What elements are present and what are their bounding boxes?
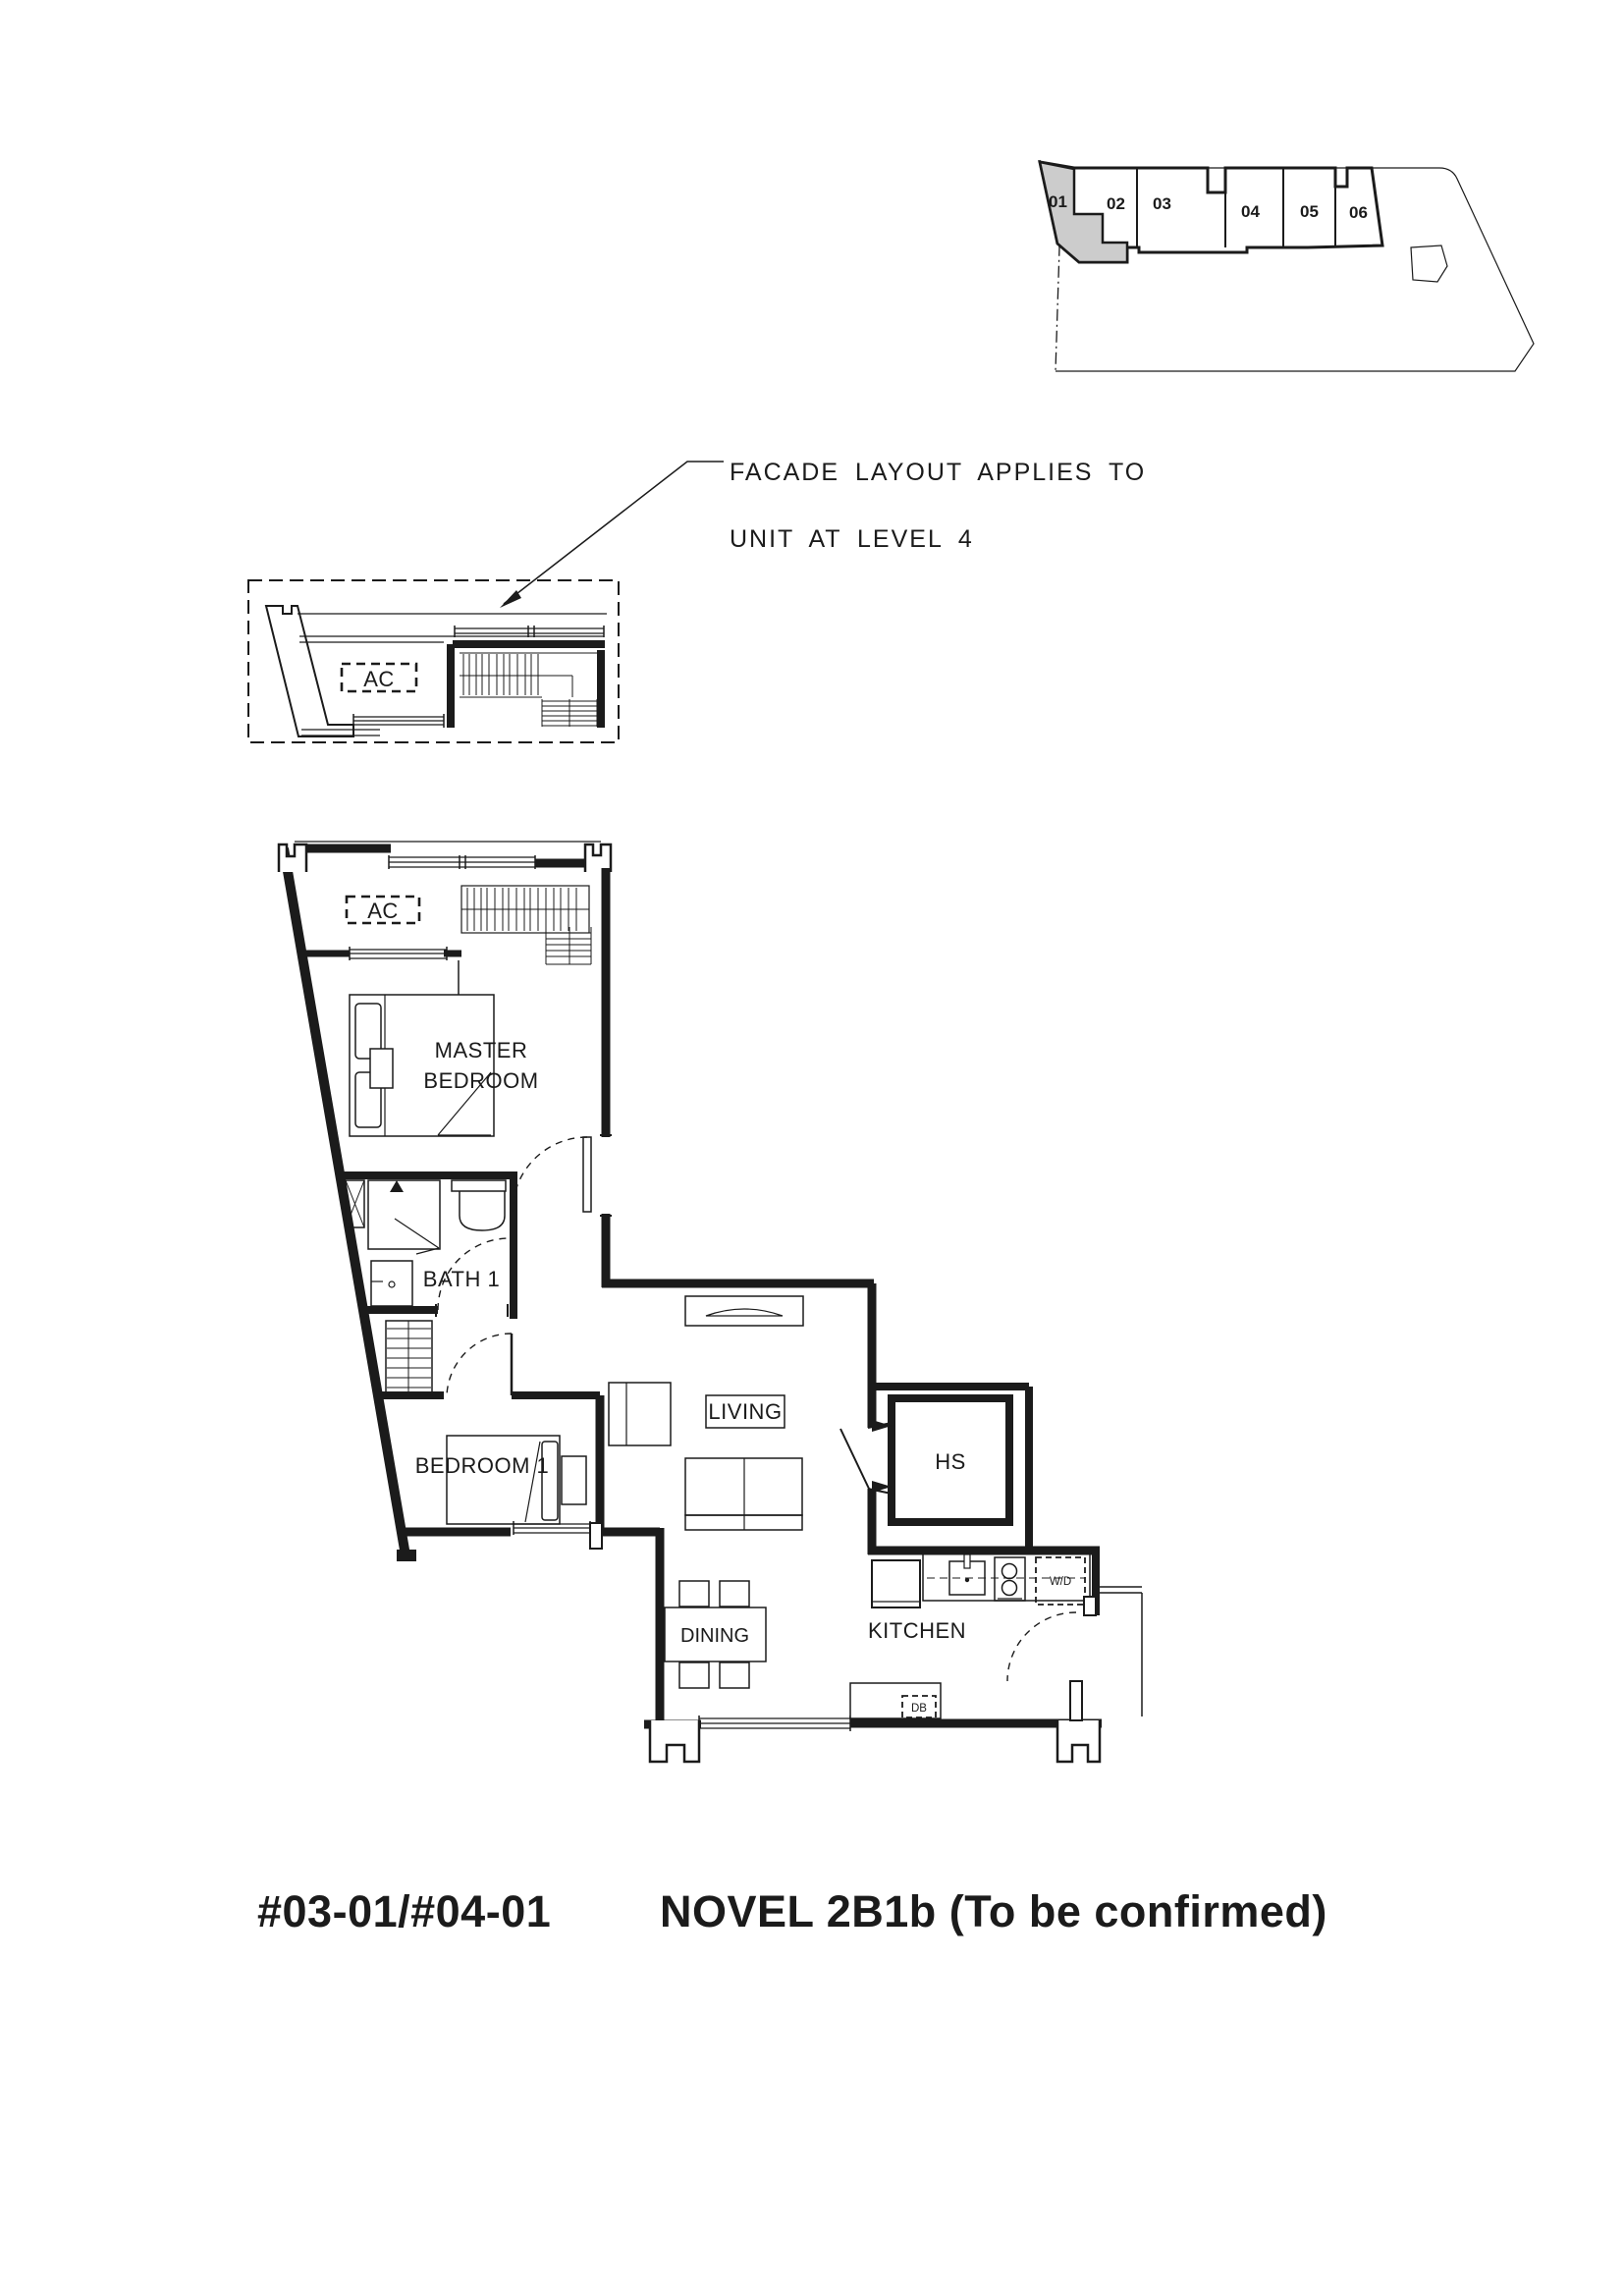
facade-detail — [248, 580, 619, 742]
facade-leader-line — [500, 462, 724, 608]
hs-label: HS — [935, 1449, 966, 1474]
sofa — [685, 1458, 802, 1530]
facade-screen-hatch — [459, 886, 591, 995]
facade-note-line1: FACADE LAYOUT APPLIES TO — [730, 459, 1147, 486]
facade-note-line2: UNIT AT LEVEL 4 — [730, 525, 974, 553]
tv-console — [685, 1296, 803, 1326]
washer-dryer-label: W/D — [1049, 1576, 1072, 1588]
title-unit-numbers: #03-01/#04-01 — [257, 1886, 552, 1936]
kitchen-label: KITCHEN — [867, 1618, 967, 1643]
title-plan-name: NOVEL 2B1b (To be confirmed) — [660, 1886, 1327, 1936]
title-block — [257, 1886, 1327, 1936]
main-floor-plan — [279, 842, 1142, 1762]
bath1-label: BATH 1 — [422, 1267, 501, 1291]
fridge-icon — [872, 1560, 920, 1607]
sink-icon — [949, 1554, 985, 1595]
washer-dryer-box — [1036, 1557, 1085, 1605]
key-plan-unit-06-label: 06 — [1349, 203, 1368, 222]
key-plan — [1040, 160, 1534, 371]
key-plan-unit-01-label: 01 — [1049, 192, 1067, 211]
db-label: DB — [911, 1703, 927, 1715]
facade-note — [500, 459, 1146, 608]
master-bedroom-label-line1: MASTER — [434, 1038, 528, 1062]
armchair — [609, 1383, 671, 1445]
ac-ledge — [347, 897, 419, 923]
key-plan-building — [1040, 162, 1382, 262]
master-bed — [350, 995, 494, 1136]
dining-label: DINING — [680, 1625, 749, 1647]
hall-closet-shelves — [386, 1321, 432, 1395]
key-plan-unit-02-label: 02 — [1107, 194, 1125, 213]
master-bedroom-label-line2: BEDROOM — [423, 1068, 539, 1093]
facade-detail-slant-wall — [266, 606, 353, 736]
kitchen-counter — [872, 1554, 1096, 1615]
facade-detail-ac-label: AC — [363, 667, 395, 691]
key-plan-unit-03-label: 03 — [1153, 194, 1171, 213]
entrance-door — [1007, 1612, 1076, 1681]
ac-label: AC — [367, 899, 399, 923]
key-plan-unit-05-label: 05 — [1300, 202, 1319, 221]
db-bench — [850, 1683, 941, 1718]
master-bedroom-door — [513, 1137, 591, 1212]
plan-windows — [350, 855, 850, 1731]
hob-icon — [995, 1557, 1025, 1601]
living-label: LIVING — [708, 1399, 783, 1424]
hs-room — [840, 1398, 1009, 1522]
bedroom1-door — [447, 1334, 512, 1395]
bedroom1-label: BEDROOM 1 — [414, 1453, 550, 1478]
bedroom1-bed — [447, 1436, 586, 1524]
key-plan-unit-04-label: 04 — [1241, 202, 1260, 221]
